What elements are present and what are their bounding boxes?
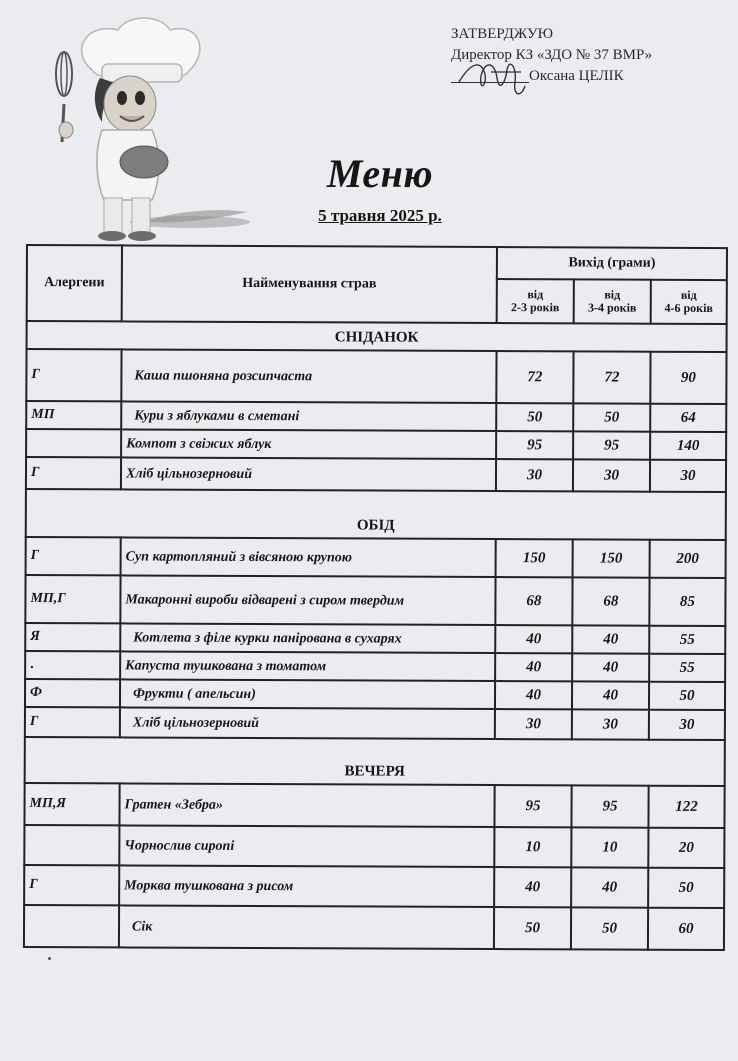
table-row	[26, 537, 726, 578]
row-dish: Чорнослив сиропі	[119, 825, 494, 867]
row-grams-3-4: 40	[571, 867, 648, 907]
row-dish: Каша пшоняна розсипчаста	[121, 349, 496, 403]
row-grams-2-3: 30	[496, 459, 573, 491]
row-grams-4-6: 122	[648, 786, 724, 828]
age-group-1	[497, 279, 574, 323]
table-row	[26, 429, 726, 460]
row-dish: Макаронні вироби відварені з сиром твердим	[120, 575, 495, 625]
row-grams-2-3: 40	[494, 867, 571, 907]
row-allergens: Г	[26, 537, 121, 575]
age-group-2-range: 3-4 років	[587, 300, 637, 315]
row-dish: Сік	[119, 905, 494, 949]
table-row	[24, 905, 724, 950]
row-allergens: Г	[26, 349, 121, 401]
row-grams-3-4: 40	[572, 625, 649, 653]
row-grams-3-4: 72	[573, 351, 650, 403]
row-grams-4-6: 50	[648, 868, 724, 908]
row-grams-4-6: 55	[649, 626, 725, 654]
table-row	[25, 707, 725, 740]
row-dish: Котлета з філе курки панірована в сухарях	[120, 623, 495, 653]
row-grams-4-6: 64	[650, 404, 726, 432]
row-allergens	[26, 429, 121, 457]
row-dish: Хліб цільнозерновий	[120, 707, 495, 739]
chef-illustration	[40, 12, 250, 244]
row-grams-3-4: 10	[571, 827, 648, 867]
age-group-1-from: від	[527, 287, 544, 302]
header-dish: Найменування страв	[122, 245, 497, 323]
row-grams-4-6: 90	[650, 352, 726, 404]
row-allergens: .	[25, 651, 120, 679]
row-allergens	[24, 825, 119, 865]
table-row	[26, 401, 726, 432]
row-grams-4-6: 200	[650, 540, 726, 578]
row-allergens: Г	[26, 457, 121, 489]
row-grams-3-4: 30	[572, 709, 649, 739]
row-grams-2-3: 68	[495, 577, 572, 625]
age-group-1-range: 2-3 років	[510, 300, 560, 315]
row-allergens: МП,Я	[24, 783, 119, 825]
row-grams-4-6: 20	[648, 828, 724, 868]
row-dish: Хліб цільнозерновий	[121, 457, 496, 491]
row-grams-4-6: 50	[649, 682, 725, 710]
table-row	[25, 651, 725, 682]
age-group-3-from: від	[680, 287, 697, 302]
row-dish: Компот з свіжих яблук	[121, 429, 496, 459]
row-grams-3-4: 68	[572, 577, 649, 625]
row-grams-4-6: 30	[650, 460, 726, 492]
table-row	[24, 825, 724, 868]
age-group-2	[574, 279, 651, 323]
section-title: ВЕЧЕРЯ	[25, 737, 725, 786]
row-grams-2-3: 50	[494, 907, 571, 949]
row-grams-3-4: 50	[571, 907, 648, 949]
row-allergens: Ф	[25, 679, 120, 707]
row-allergens: МП	[26, 401, 121, 429]
row-dish: Морква тушкована з рисом	[119, 865, 494, 907]
director-name: Оксана ЦЕЛІК	[529, 68, 624, 84]
row-grams-2-3: 30	[495, 709, 572, 739]
row-dish: Капуста тушкована з томатом	[120, 651, 495, 681]
row-grams-2-3: 95	[494, 785, 571, 827]
table-header-row	[27, 245, 727, 280]
row-grams-3-4: 150	[573, 539, 650, 577]
row-grams-3-4: 50	[573, 403, 650, 431]
row-grams-3-4: 95	[573, 431, 650, 459]
row-grams-3-4: 30	[573, 459, 650, 491]
row-allergens	[24, 905, 119, 947]
table-row	[26, 349, 726, 404]
row-grams-4-6: 55	[649, 654, 725, 682]
row-dish: Суп картопляний з вівсяною крупою	[121, 537, 496, 577]
menu-table	[23, 244, 728, 951]
menu-date: 5 травня 2025 р.	[318, 206, 442, 225]
approval-heading: ЗАТВЕРДЖУЮ	[451, 26, 554, 42]
table-row	[25, 679, 725, 710]
section-row-lunch	[26, 489, 726, 540]
row-dish: Гратен «Зебра»	[119, 783, 494, 827]
row-grams-4-6: 30	[649, 710, 725, 740]
row-grams-2-3: 40	[495, 653, 572, 681]
table-row	[26, 457, 726, 492]
row-grams-2-3: 10	[494, 827, 571, 867]
age-group-2-from: від	[604, 287, 621, 302]
row-allergens: Я	[25, 623, 120, 651]
header-allergens: Алергени	[27, 245, 122, 321]
row-grams-3-4: 40	[572, 681, 649, 709]
approval-signature-row	[451, 66, 721, 87]
approval-position: Директор КЗ «ЗДО № 37 ВМР»	[451, 47, 653, 63]
row-grams-2-3: 40	[495, 625, 572, 653]
table-row	[25, 575, 725, 626]
row-grams-4-6: 60	[648, 908, 724, 950]
row-grams-3-4: 95	[571, 785, 648, 827]
section-title: ОБІД	[26, 489, 726, 540]
row-allergens: Г	[24, 865, 119, 905]
age-group-3	[651, 280, 727, 324]
table-row	[24, 783, 724, 828]
handwritten-signature	[451, 52, 541, 102]
section-row-dinner	[25, 737, 725, 786]
row-dish: Кури з яблуками в сметані	[121, 401, 496, 431]
table-row	[24, 865, 724, 908]
row-allergens: Г	[25, 707, 120, 737]
page-title: Меню	[326, 151, 434, 196]
row-grams-3-4: 40	[572, 653, 649, 681]
row-grams-2-3: 72	[496, 351, 573, 403]
table-row	[25, 623, 725, 654]
row-allergens: МП,Г	[25, 575, 120, 623]
row-grams-4-6: 140	[650, 432, 726, 460]
row-grams-2-3: 50	[496, 403, 573, 431]
stray-mark	[48, 957, 51, 960]
approval-block	[451, 24, 721, 87]
row-dish: Фрукти ( апельсин)	[120, 679, 495, 709]
row-grams-2-3: 40	[495, 681, 572, 709]
age-group-3-range: 4-6 років	[664, 300, 713, 315]
row-grams-2-3: 95	[496, 431, 573, 459]
section-title: СНІДАНОК	[27, 321, 727, 352]
section-row-breakfast	[27, 321, 727, 352]
row-grams-4-6: 85	[649, 578, 725, 626]
header-output: Вихід (грами)	[497, 247, 727, 280]
row-grams-2-3: 150	[496, 539, 573, 577]
